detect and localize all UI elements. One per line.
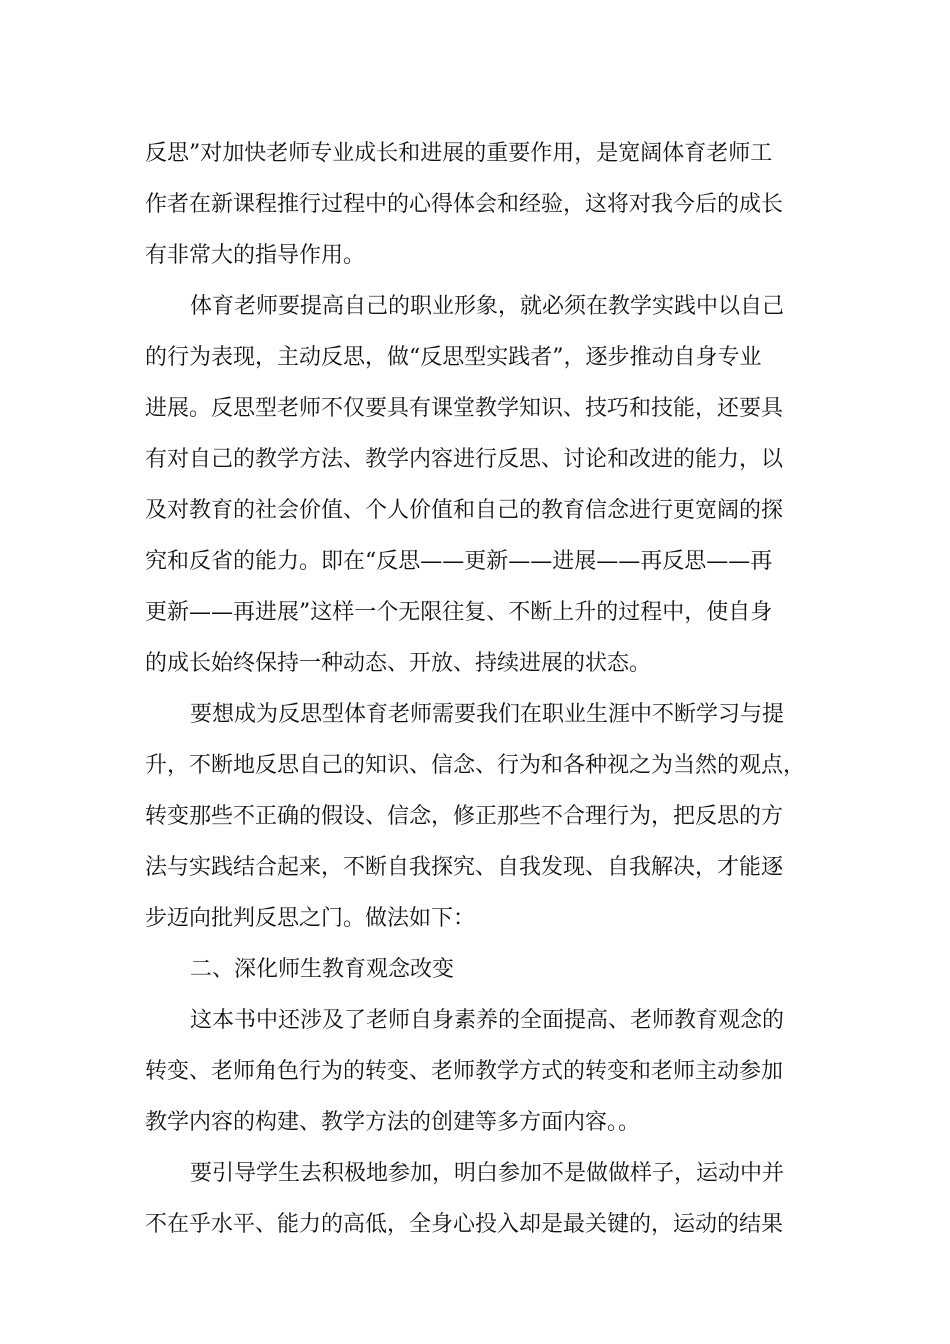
text-line: 教学内容的构建、教学方法的创建等多方面内容。。 <box>145 1110 641 1135</box>
section-heading: 二、深化师生教育观念改变 <box>190 957 455 982</box>
text-line: 转变、老师角色行为的转变、老师教学方式的转变和老师主动参加 <box>145 1059 784 1084</box>
text-line: 及对教育的社会价值、个人价值和自己的教育信念进行更宽阔的探 <box>145 498 784 523</box>
text-line: 转变那些不正确的假设、信念，修正那些不合理行为，把反思的方 <box>145 804 784 829</box>
text-line: 有非常大的指导作用。 <box>145 243 366 268</box>
text-line: 要想成为反思型体育老师需要我们在职业生涯中不断学习与提 <box>190 702 785 727</box>
text-line: 不在乎水平、能力的高低，全身心投入却是最关键的，运动的结果 <box>145 1212 784 1237</box>
text-line: 的成长始终保持一种动态、开放、持续进展的状态。 <box>145 651 652 676</box>
text-line: 更新——再进展”这样一个无限往复、不断上升的过程中，使自身 <box>145 600 773 625</box>
text-line: 要引导学生去积极地参加，明白参加不是做做样子，运动中并 <box>190 1161 785 1186</box>
text-line: 的行为表现，主动反思，做“反思型实践者”，逐步推动自身专业 <box>145 345 762 370</box>
text-line: 体育老师要提高自己的职业形象，就必须在教学实践中以自己 <box>190 294 785 319</box>
text-line: 步迈向批判反思之门。做法如下： <box>145 906 476 931</box>
text-line: 法与实践结合起来，不断自我探究、自我发现、自我解决，才能逐 <box>145 855 784 880</box>
text-line: 究和反省的能力。即在“反思——更新——进展——再反思——再 <box>145 549 773 574</box>
text-line: 作者在新课程推行过程中的心得体会和经验，这将对我今后的成长 <box>145 192 784 217</box>
text-line: 反思”对加快老师专业成长和进展的重要作用，是宽阔体育老师工 <box>145 141 773 166</box>
text-line: 升，不断地反思自己的知识、信念、行为和各种视之为当然的观点， <box>145 753 806 778</box>
document-body <box>145 128 825 1250</box>
text-line: 这本书中还涉及了老师自身素养的全面提高、老师教育观念的 <box>190 1008 785 1033</box>
text-line: 有对自己的教学方法、教学内容进行反思、讨论和改进的能力，以 <box>145 447 784 472</box>
text-line: 进展。反思型老师不仅要具有课堂教学知识、技巧和技能，还要具 <box>145 396 784 421</box>
